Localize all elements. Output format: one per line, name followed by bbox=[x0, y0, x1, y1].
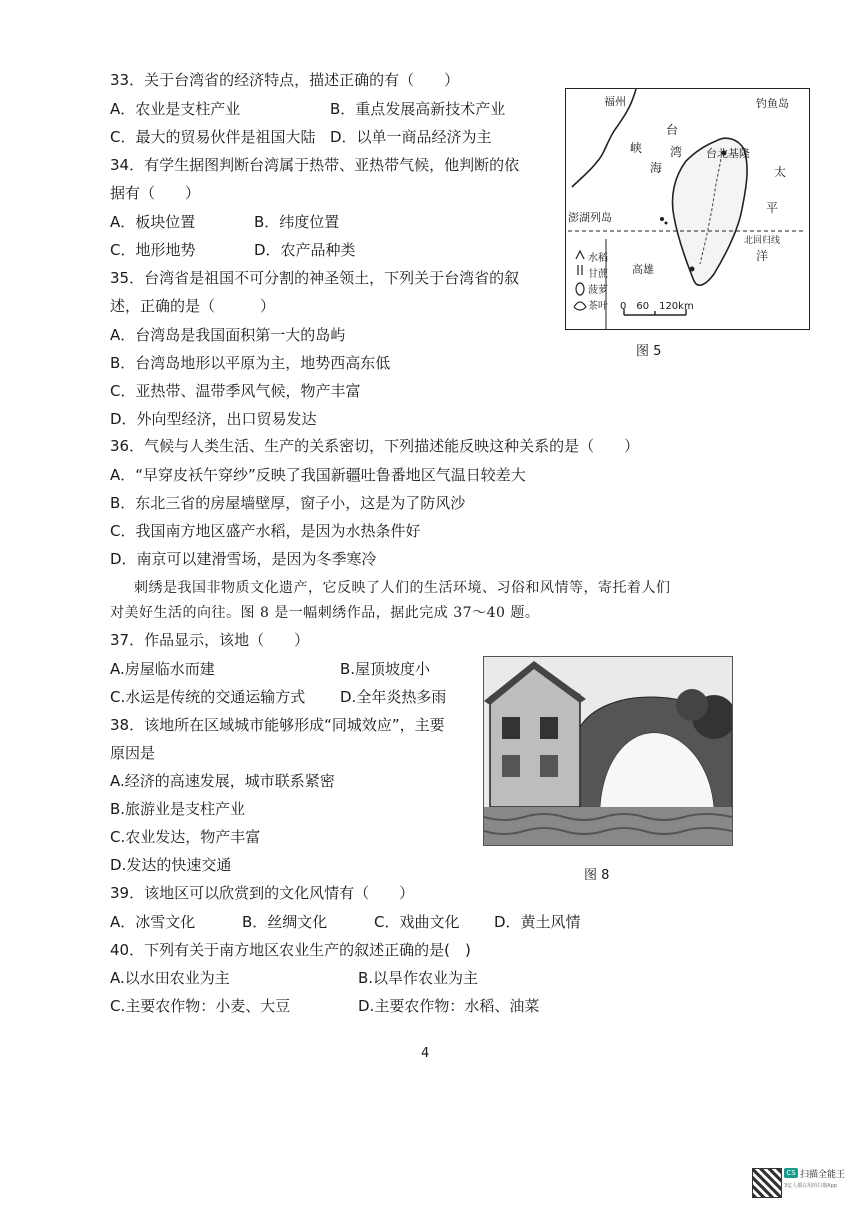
q38-stem-line1: 38．该地所在区域城市能够形成“同城效应”，主要 bbox=[110, 716, 445, 734]
q40-option-b: B.以旱作农业为主 bbox=[358, 969, 479, 987]
q35-option-d: D．外向型经济，出口贸易发达 bbox=[110, 410, 317, 428]
q38-option-a: A.经济的高速发展，城市联系紧密 bbox=[110, 772, 335, 790]
watermark-subtitle: 3亿人都在用的扫描App bbox=[784, 1183, 837, 1189]
scanner-watermark bbox=[752, 1166, 850, 1204]
map-label-xia: 峡 bbox=[630, 141, 643, 155]
q37-option-b: B.屋顶坡度小 bbox=[340, 660, 431, 678]
taiwan-map bbox=[565, 88, 810, 330]
q35-stem-line1: 35．台湾省是祖国不可分割的神圣领土，下列关于台湾省的叙 bbox=[110, 269, 520, 287]
cs-badge: CS bbox=[784, 1168, 798, 1178]
q35-option-b: B．台湾岛地形以平原为主，地势西高东低 bbox=[110, 354, 391, 372]
embroidery-figure bbox=[483, 656, 733, 846]
q33-option-d: D．以单一商品经济为主 bbox=[330, 128, 492, 146]
q37-option-d: D.全年炎热多雨 bbox=[340, 688, 447, 706]
q36-option-a: A．“早穿皮袄午穿纱”反映了我国新疆吐鲁番地区气温日较差大 bbox=[110, 466, 526, 484]
map-label-taipingyang-1: 太 bbox=[774, 165, 787, 179]
legend-rice: 水稻 bbox=[588, 253, 608, 264]
q36-option-b: B．东北三省的房屋墙壁厚，窗子小，这是为了防风沙 bbox=[110, 494, 466, 512]
q34-stem-line1: 34．有学生据图判断台湾属于热带、亚热带气候，他判断的依 bbox=[110, 156, 520, 174]
q33-option-c: C．最大的贸易伙伴是祖国大陆 bbox=[110, 128, 316, 146]
map-label-taipingyang-3: 洋 bbox=[756, 249, 769, 263]
q39-option-d: D．黄土风情 bbox=[494, 913, 581, 931]
map-label-fuzhou: 福州 bbox=[604, 95, 626, 108]
q33-stem: 33．关于台湾省的经济特点，描述正确的有（ ） bbox=[110, 71, 460, 89]
map-label-tai: 台 bbox=[666, 123, 679, 137]
embroidery-drawing bbox=[484, 657, 732, 845]
qr-code-icon bbox=[752, 1168, 782, 1198]
q34-option-c: C．地形地势 bbox=[110, 241, 196, 259]
q37-option-a: A.房屋临水而建 bbox=[110, 660, 215, 678]
map-label-wan: 湾 bbox=[670, 145, 683, 159]
q39-option-a: A．冰雪文化 bbox=[110, 913, 196, 931]
q38-option-c: C.农业发达，物产丰富 bbox=[110, 828, 261, 846]
q40-option-a: A.以水田农业为主 bbox=[110, 969, 230, 987]
q34-option-b: B．纬度位置 bbox=[254, 213, 340, 231]
map-scale: 0 60 120km bbox=[620, 301, 694, 312]
q40-option-d: D.主要农作物：水稻、油菜 bbox=[358, 997, 540, 1015]
q33-option-a: A．农业是支柱产业 bbox=[110, 100, 241, 118]
q34-option-d: D．农产品种类 bbox=[254, 241, 356, 259]
watermark-title: 扫描全能王 bbox=[800, 1170, 846, 1180]
q37-stem: 37．作品显示，该地（ ） bbox=[110, 631, 310, 649]
map-label-tropic: 北回归线 bbox=[744, 236, 781, 246]
q38-option-b: B.旅游业是支柱产业 bbox=[110, 800, 246, 818]
q36-option-d: D．南京可以建滑雪场，是因为冬季寒冷 bbox=[110, 550, 377, 568]
page-number: 4 bbox=[421, 1046, 430, 1061]
q34-option-a: A．板块位置 bbox=[110, 213, 196, 231]
map-label-hai: 海 bbox=[650, 161, 663, 175]
q38-option-d: D.发达的快速交通 bbox=[110, 856, 232, 874]
q36-option-c: C．我国南方地区盛产水稻，是因为水热条件好 bbox=[110, 522, 421, 540]
q39-option-c: C．戏曲文化 bbox=[374, 913, 460, 931]
q35-option-c: C．亚热带、温带季风气候，物产丰富 bbox=[110, 382, 361, 400]
intro-line-1: 刺绣是我国非物质文化遗产，它反映了人们的生活环境、习俗和风情等，寄托着人们 bbox=[134, 580, 671, 596]
q39-stem: 39．该地区可以欣赏到的文化风情有（ ） bbox=[110, 884, 415, 902]
map-label-gaoxiong: 高雄 bbox=[632, 263, 654, 276]
map-label-penghu: 澎湖列岛 bbox=[568, 211, 612, 224]
q35-stem-line2: 述，正确的是（ ） bbox=[110, 297, 276, 315]
q40-stem: 40．下列有关于南方地区农业生产的叙述正确的是( ) bbox=[110, 941, 471, 959]
legend-sugarcane: 甘蔗 bbox=[588, 269, 608, 280]
figure-5-caption: 图 5 bbox=[636, 344, 662, 359]
q40-option-c: C.主要农作物：小麦、大豆 bbox=[110, 997, 291, 1015]
map-label-taibei: 台北 bbox=[706, 147, 728, 160]
q35-option-a: A．台湾岛是我国面积第一大的岛屿 bbox=[110, 326, 346, 344]
q34-stem-line2: 据有（ ） bbox=[110, 184, 201, 202]
q37-option-c: C.水运是传统的交通运输方式 bbox=[110, 688, 306, 706]
map-label-jilong: 基隆 bbox=[728, 147, 750, 160]
legend-tea: 茶叶 bbox=[588, 301, 608, 312]
map-label-taipingyang-2: 平 bbox=[766, 201, 779, 215]
figure-8-caption: 图 8 bbox=[584, 868, 610, 883]
legend-pineapple: 菠萝 bbox=[588, 285, 608, 296]
q39-option-b: B．丝绸文化 bbox=[242, 913, 328, 931]
q36-stem: 36．气候与人类生活、生产的关系密切，下列描述能反映这种关系的是（ ） bbox=[110, 437, 640, 455]
map-label-diaoyu: 钓鱼岛 bbox=[756, 97, 789, 110]
q33-option-b: B．重点发展高新技术产业 bbox=[330, 100, 506, 118]
q38-stem-line2: 原因是 bbox=[110, 744, 156, 762]
intro-line-2: 对美好生活的向往。图 8 是一幅刺绣作品，据此完成 37～40 题。 bbox=[110, 605, 540, 621]
